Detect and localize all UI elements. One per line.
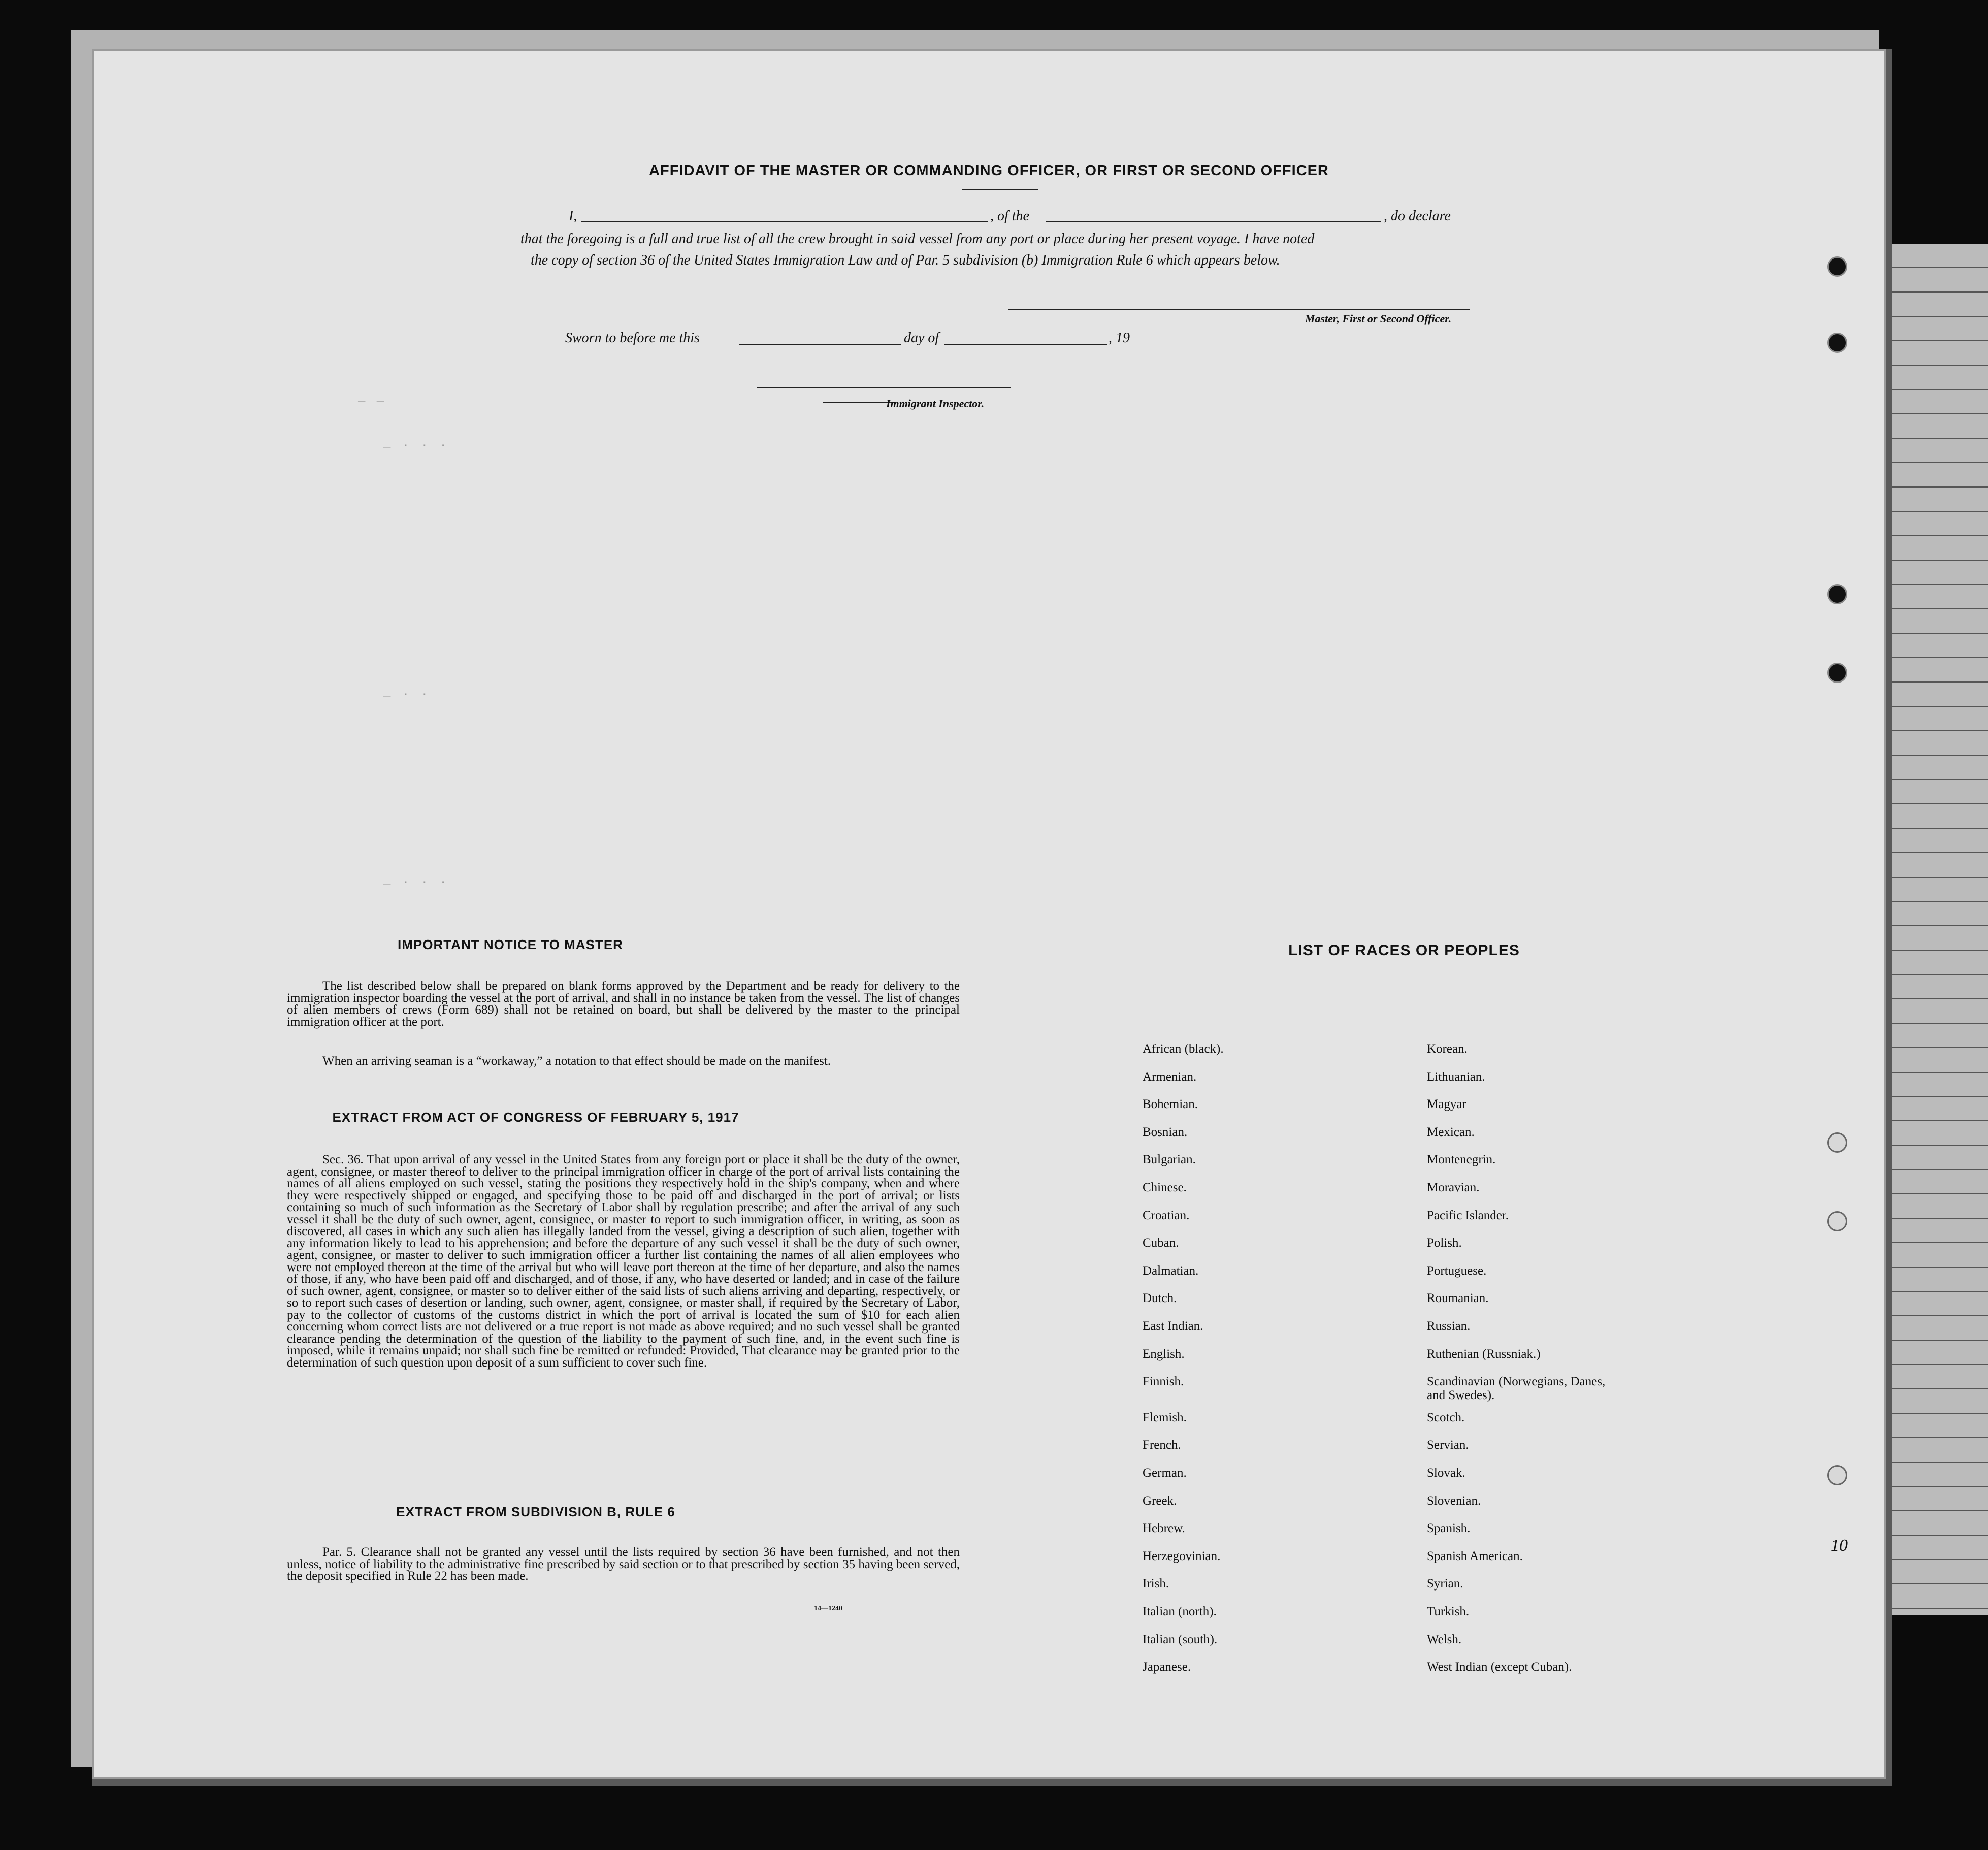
- races-title: LIST OF RACES OR PEOPLES: [1288, 942, 1520, 959]
- punch-hole: [1827, 1465, 1847, 1485]
- race-right-item: Portuguese.: [1427, 1263, 1487, 1278]
- sworn-day-field[interactable]: [739, 344, 901, 345]
- race-right-item: Montenegrin.: [1427, 1153, 1496, 1167]
- race-right-item: Magyar: [1427, 1097, 1466, 1112]
- extract-act-text: Sec. 36. That upon arrival of any vessel in the United States from any foreign port or place it shall be the duty of the owner, agent, consignee, or master thereof to deliver to the principal immigration officer in charge of the port of arrival lists containing the names of all aliens employed on such vessel, stating the positions they respectively hold in the ship's company, when and where they were respectively shipped or engaged, and specifying those to be paid off and discharged in the port of arrival; or lists containing so much of such information as the Secretary of Labor shall by regulation prescribe; and after the arrival of any such vessel it shall be the duty of such owner, agent, consignee, or master to report to such immigration officer, in writing, as soon as discovered, all cases in which any such alien has illegally landed from the vessel, giving a description of such alien, together with any information likely to lead to his apprehension; and before the departure of any such vessel it shall be the duty of such owner, agent, consignee, or master to deliver to such immigration officer a further list containing the names of all alien employees who were not employed thereon at the time of the arrival but who will leave port thereon at the time of her departure, and also the names of those, if any, who have been paid off and discharged, and of those, if any, who have deserted or landed; and in case of the failure of such owner, agent, consignee, or master so to deliver either of the said lists of such aliens arriving and departing, respectively, or so to report such cases of desertion or landing, such owner, agent, consignee, or master shall, if required by the Secretary of Labor, pay to the collector of customs of the customs district in which the port of arrival is located the sum of $10 for each alien concerning whom correct lists are not delivered or a true report is not made as above required; and no such vessel shall be granted clearance pending the determination of the question of the liability to the payment of such fine, and, in the event such fine is imposed, while it remains unpaid; nor shall such fine be remitted or refunded: Provided, That clearance may be granted prior to the determination of such question upon deposit of a sum sufficient to cover such fine.: [287, 1153, 960, 1370]
- affidavit-title: AFFIDAVIT OF THE MASTER OR COMMANDING OFFICER, OR FIRST OR SECOND OFFICER: [649, 163, 1329, 179]
- race-left-item: Armenian.: [1143, 1069, 1197, 1084]
- affidavit-body-line2: that the foregoing is a full and true list of all the crew brought in said vessel from any port or place during her present voyage. I have noted: [520, 231, 1315, 247]
- race-right-item: Scandinavian (Norwegians, Danes, and Swedes).: [1427, 1375, 1606, 1403]
- race-left-item: African (black).: [1143, 1042, 1224, 1056]
- race-right-item: Spanish.: [1427, 1521, 1471, 1536]
- sworn-month-field[interactable]: [944, 344, 1107, 345]
- race-right-item: Welsh.: [1427, 1632, 1462, 1646]
- bleed-through-mark: _ _: [358, 391, 386, 405]
- master-signature-label: Master, First or Second Officer.: [1305, 312, 1452, 325]
- bleed-through-mark: _ . . .: [383, 437, 449, 450]
- race-right-item: Korean.: [1427, 1042, 1468, 1056]
- extract-act-title: EXTRACT FROM ACT OF CONGRESS OF FEBRUARY 5, 1917: [332, 1110, 739, 1125]
- bleed-through-mark: _ . .: [383, 686, 431, 699]
- race-right-item: Lithuanian.: [1427, 1069, 1485, 1084]
- inspector-label: Immigrant Inspector.: [886, 397, 985, 410]
- race-left-item: Italian (south).: [1143, 1632, 1218, 1646]
- notice-paragraph-1: The list described below shall be prepared on blank forms approved by the Department and be ready for delivery to the immigration inspector boarding the vessel at the port of arrival, and shall in no instance be taken from the vessel. The list of changes of alien members of crews (Form 689) shall not be retained on board, but shall be delivered by the master to the principal immigration officer at the port.: [287, 979, 960, 1029]
- race-right-item: Syrian.: [1427, 1577, 1463, 1591]
- race-right-item: Turkish.: [1427, 1605, 1470, 1618]
- affidavit-declare-label: , do declare: [1384, 208, 1451, 224]
- race-right-item: Slovenian.: [1427, 1494, 1481, 1508]
- punch-hole: [1827, 1132, 1847, 1153]
- master-signature-field[interactable]: [1008, 309, 1470, 310]
- race-left-item: Greek.: [1143, 1494, 1177, 1508]
- inspector-signature-field[interactable]: [757, 387, 1011, 388]
- officer-name-field[interactable]: [581, 221, 988, 222]
- race-right-item: Pacific Islander.: [1427, 1208, 1509, 1222]
- bleed-through-mark: _ . . .: [383, 873, 449, 887]
- race-left-item: Finnish.: [1143, 1375, 1184, 1389]
- underlying-ledger-edge: [1884, 244, 1988, 1615]
- race-right-item: Scotch.: [1427, 1410, 1465, 1424]
- race-right-item: Russian.: [1427, 1319, 1471, 1333]
- race-right-item: Ruthenian (Russniak.): [1427, 1347, 1541, 1361]
- title-underline: [962, 189, 1038, 190]
- race-left-item: Dalmatian.: [1143, 1263, 1199, 1278]
- race-right-item: Mexican.: [1427, 1125, 1475, 1139]
- race-right-item: West Indian (except Cuban).: [1427, 1660, 1572, 1674]
- race-left-item: Japanese.: [1143, 1660, 1191, 1674]
- margin-note: 10: [1831, 1536, 1848, 1555]
- sworn-label: Sworn to before me this: [565, 330, 700, 346]
- race-right-item: Spanish American.: [1427, 1549, 1523, 1563]
- extract-rule-text: Par. 5. Clearance shall not be granted any vessel until the lists required by section 36 have been furnished, and not then unless, notice of liability to the administrative fine prescribed by said section or to that prescribed by section 35 having been served, the deposit specified in Rule 22 has been made.: [287, 1545, 960, 1583]
- race-right-item: Moravian.: [1427, 1181, 1480, 1194]
- form-number: 14—1240: [814, 1605, 842, 1612]
- race-right-item: Roumanian.: [1427, 1291, 1489, 1306]
- extract-rule-title: EXTRACT FROM SUBDIVISION B, RULE 6: [396, 1504, 675, 1519]
- race-right-item: Polish.: [1427, 1236, 1462, 1250]
- affidavit-i-label: I,: [569, 208, 577, 224]
- race-left-item: English.: [1143, 1347, 1185, 1361]
- race-right-item: Servian.: [1427, 1438, 1469, 1452]
- punch-hole: [1827, 1211, 1847, 1231]
- race-left-item: German.: [1143, 1466, 1187, 1480]
- race-left-item: Flemish.: [1143, 1410, 1187, 1424]
- notice-title: IMPORTANT NOTICE TO MASTER: [398, 937, 623, 952]
- punch-hole: [1827, 256, 1847, 277]
- punch-hole: [1827, 584, 1847, 604]
- race-left-item: East Indian.: [1143, 1319, 1203, 1333]
- race-left-item: French.: [1143, 1438, 1181, 1452]
- affidavit-body-line3: the copy of section 36 of the United States Immigration Law and of Par. 5 subdivision (b) Immigration Rule 6 which appears below.: [531, 252, 1280, 268]
- notice-paragraph-2: When an arriving seaman is a “workaway,” a notation to that effect should be made on the manifest.: [322, 1054, 831, 1068]
- sworn-year-label: , 19: [1109, 330, 1130, 346]
- race-left-item: Dutch.: [1143, 1291, 1177, 1306]
- sworn-day-label: day of: [904, 330, 939, 346]
- race-left-item: Bulgarian.: [1143, 1153, 1196, 1167]
- race-right-item: Slovak.: [1427, 1466, 1465, 1480]
- race-left-item: Chinese.: [1143, 1181, 1187, 1194]
- race-left-item: Irish.: [1143, 1577, 1169, 1591]
- affidavit-of-label: , of the: [990, 208, 1029, 224]
- race-left-item: Hebrew.: [1143, 1521, 1185, 1536]
- race-left-item: Herzegovinian.: [1143, 1549, 1221, 1563]
- race-left-item: Croatian.: [1143, 1208, 1190, 1222]
- inspector-signature-dash: [823, 402, 896, 403]
- race-left-item: Cuban.: [1143, 1236, 1179, 1250]
- race-left-item: Italian (north).: [1143, 1605, 1217, 1618]
- document-page: [94, 51, 1884, 1777]
- punch-hole: [1827, 333, 1847, 353]
- race-left-item: Bohemian.: [1143, 1097, 1198, 1112]
- punch-hole: [1827, 663, 1847, 683]
- vessel-name-field[interactable]: [1046, 221, 1381, 222]
- race-left-item: Bosnian.: [1143, 1125, 1188, 1139]
